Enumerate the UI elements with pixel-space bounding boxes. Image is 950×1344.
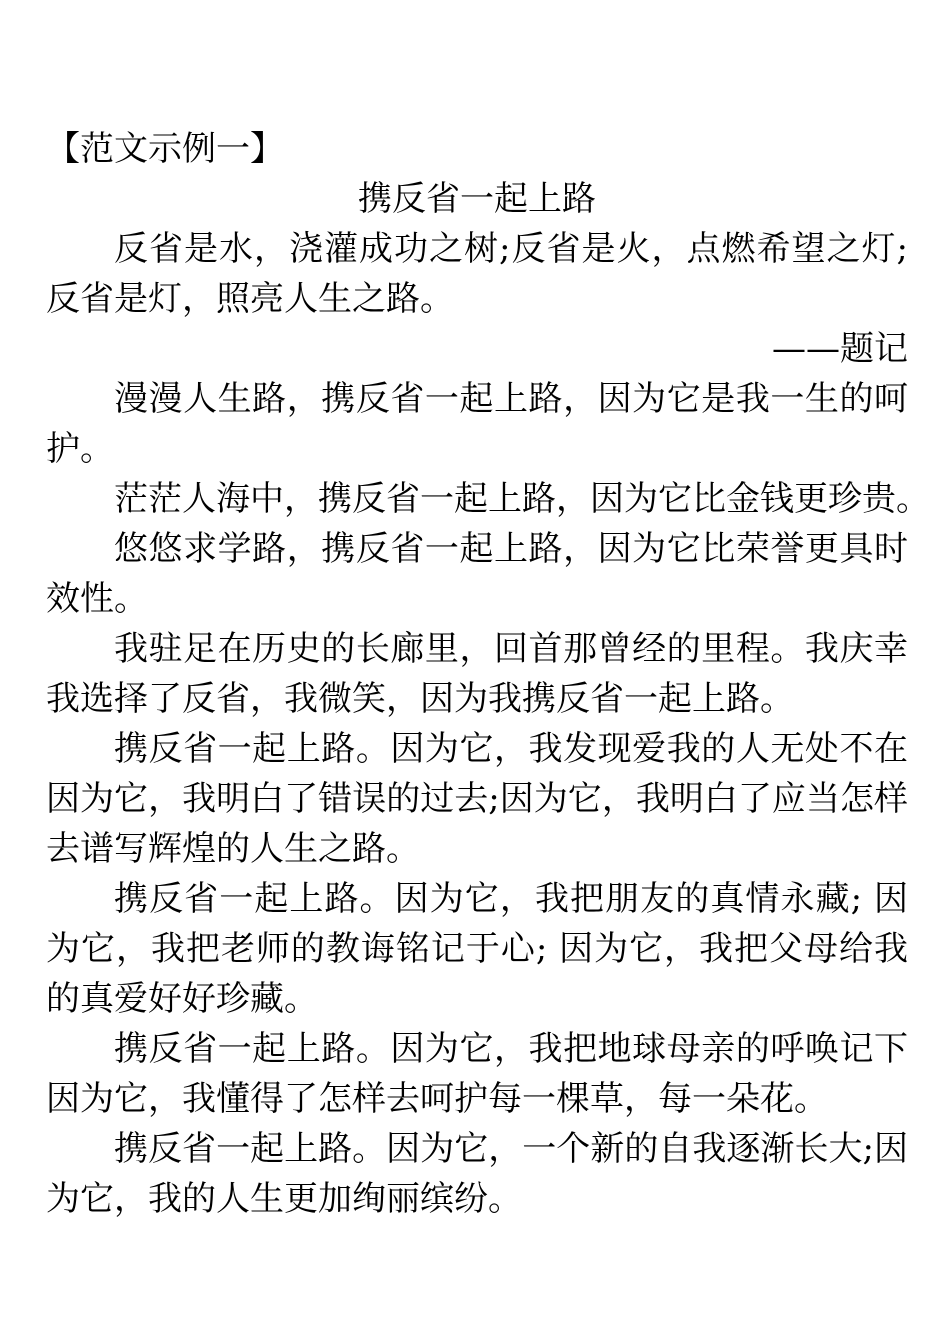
essay-title: 携反省一起上路 (358, 179, 596, 219)
paragraph: 悠悠求学路，携反省一起上路，因为它比荣誉更具时效性。 (46, 529, 908, 619)
paragraph: 携反省一起上路。因为它，我发现爱我的人无处不在因为它，我明白了错误的过去;因为它，我明白了应当怎样去谱写辉煌的人生之路。 (46, 729, 908, 869)
essay-body (46, 124, 930, 1224)
paragraph: 携反省一起上路。因为它，一个新的自我逐渐长大;因为它，我的人生更加绚丽缤纷。 (46, 1129, 908, 1219)
paragraph: 漫漫人生路，携反省一起上路，因为它是我一生的呵护。 (46, 379, 908, 469)
paragraph: 携反省一起上路。因为它，我把地球母亲的呼唤记下因为它，我懂得了怎样去呵护每一棵草，每一朵花。 (46, 1029, 908, 1119)
epigraph: 反省是水，浇灌成功之树;反省是火，点燃希望之灯;反省是灯，照亮人生之路。 (46, 229, 908, 319)
section-tag: 【范文示例一】 (46, 129, 284, 169)
paragraph: 我驻足在历史的长廊里，回首那曾经的里程。我庆幸我选择了反省，我微笑，因为我携反省一起上路。 (46, 629, 908, 719)
paragraph: 携反省一起上路。因为它，我把朋友的真情永藏; 因为它，我把老师的教诲铭记于心; 因为它，我把父母给我的真爱好好珍藏。 (46, 879, 908, 1019)
paragraph: 茫茫人海中，携反省一起上路，因为它比金钱更珍贵。 (114, 479, 930, 519)
epigraph-signature: ——题记 (772, 329, 908, 369)
